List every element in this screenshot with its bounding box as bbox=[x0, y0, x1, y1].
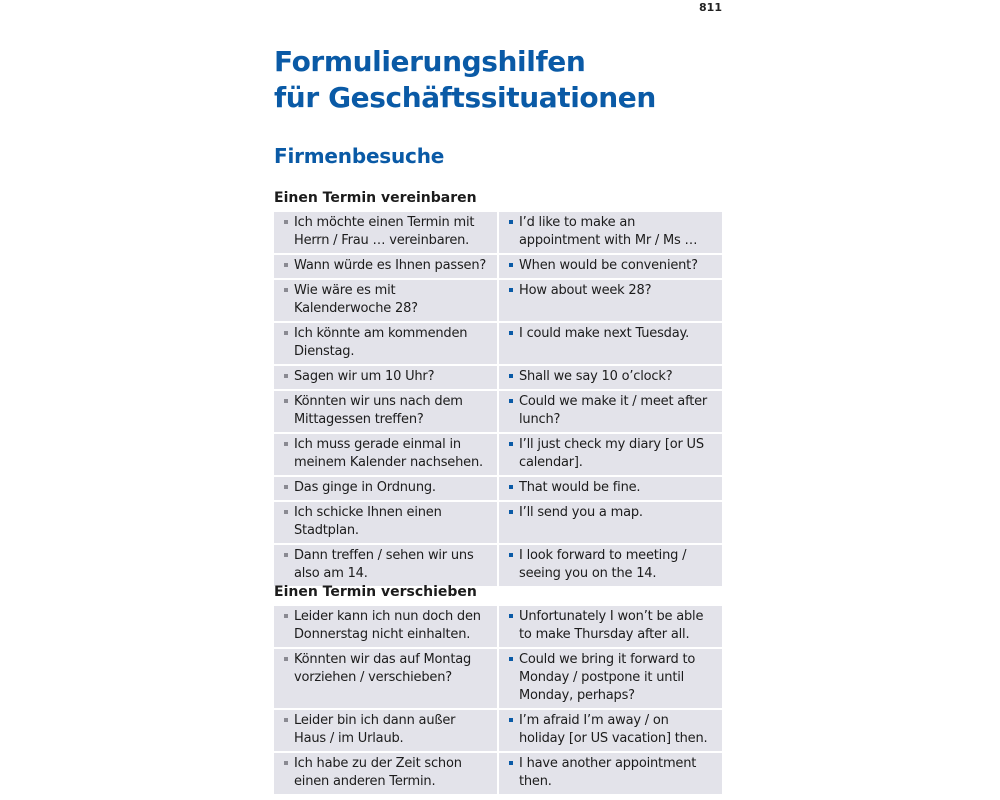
german-phrase-cell bbox=[274, 545, 497, 586]
english-phrase-cell bbox=[499, 545, 722, 586]
german-phrase-text: Wann würde es Ihnen passen? bbox=[294, 258, 487, 273]
page-title bbox=[274, 44, 656, 116]
bullet-square-icon bbox=[509, 288, 513, 292]
german-phrase-cell bbox=[274, 255, 497, 278]
phrase-row bbox=[274, 366, 722, 389]
phrase-row bbox=[274, 710, 722, 751]
bullet-square-icon bbox=[284, 288, 288, 292]
german-phrase-cell bbox=[274, 434, 497, 475]
english-phrase-cell bbox=[499, 391, 722, 432]
bullet-square-icon bbox=[284, 510, 288, 514]
bullet-square-icon bbox=[284, 220, 288, 224]
german-phrase-cell bbox=[274, 502, 497, 543]
bullet-square-icon bbox=[284, 399, 288, 403]
english-phrase-text: I could make next Tuesday. bbox=[519, 326, 690, 341]
phrase-row bbox=[274, 606, 722, 647]
phrase-table-vereinbaren bbox=[274, 212, 722, 586]
english-phrase-text: I’ll just check my diary [or US calendar]. bbox=[519, 437, 704, 470]
phrase-row bbox=[274, 280, 722, 321]
subsection-heading-verschieben: Einen Termin verschieben bbox=[274, 584, 477, 600]
bullet-square-icon bbox=[509, 263, 513, 267]
page-number: 811 bbox=[699, 1, 722, 14]
german-phrase-text: Könnten wir uns nach dem Mittagessen treffen? bbox=[294, 394, 463, 427]
bullet-square-icon bbox=[509, 485, 513, 489]
phrase-table-verschieben bbox=[274, 606, 722, 794]
english-phrase-cell bbox=[499, 710, 722, 751]
german-phrase-text: Könnten wir das auf Montag vorziehen / verschieben? bbox=[294, 652, 472, 685]
german-phrase-cell bbox=[274, 477, 497, 500]
german-phrase-text: Ich muss gerade einmal in meinem Kalender nachsehen. bbox=[294, 437, 483, 470]
bullet-square-icon bbox=[509, 442, 513, 446]
english-phrase-cell bbox=[499, 477, 722, 500]
phrase-row bbox=[274, 477, 722, 500]
bullet-square-icon bbox=[509, 331, 513, 335]
german-phrase-cell bbox=[274, 649, 497, 708]
german-phrase-text: Sagen wir um 10 Uhr? bbox=[294, 369, 435, 384]
german-phrase-text: Wie wäre es mit Kalenderwoche 28? bbox=[294, 283, 418, 316]
phrase-row bbox=[274, 255, 722, 278]
phrase-row bbox=[274, 649, 722, 708]
bullet-square-icon bbox=[284, 614, 288, 618]
german-phrase-text: Ich habe zu der Zeit schon einen anderen Termin. bbox=[294, 756, 462, 789]
bullet-square-icon bbox=[509, 510, 513, 514]
english-phrase-text: When would be convenient? bbox=[519, 258, 698, 273]
phrase-row bbox=[274, 502, 722, 543]
english-phrase-cell bbox=[499, 366, 722, 389]
english-phrase-cell bbox=[499, 649, 722, 708]
english-phrase-cell bbox=[499, 502, 722, 543]
english-phrase-text: Unfortunately I won’t be able to make Thursday after all. bbox=[519, 609, 704, 642]
bullet-square-icon bbox=[284, 331, 288, 335]
bullet-square-icon bbox=[284, 657, 288, 661]
german-phrase-cell bbox=[274, 606, 497, 647]
german-phrase-text: Das ginge in Ordnung. bbox=[294, 480, 436, 495]
english-phrase-text: Shall we say 10 o’clock? bbox=[519, 369, 673, 384]
phrase-row bbox=[274, 545, 722, 586]
english-phrase-cell bbox=[499, 255, 722, 278]
english-phrase-cell bbox=[499, 212, 722, 253]
german-phrase-text: Ich könnte am kommenden Dienstag. bbox=[294, 326, 468, 359]
bullet-square-icon bbox=[284, 553, 288, 557]
page-title-line-1: Formulierungshilfen bbox=[274, 45, 586, 78]
german-phrase-text: Dann treffen / sehen wir uns also am 14. bbox=[294, 548, 474, 581]
bullet-square-icon bbox=[509, 374, 513, 378]
english-phrase-text: How about week 28? bbox=[519, 283, 652, 298]
english-phrase-text: Could we make it / meet after lunch? bbox=[519, 394, 708, 427]
bullet-square-icon bbox=[284, 761, 288, 765]
page-title-line-2: für Geschäftssituationen bbox=[274, 81, 656, 114]
bullet-square-icon bbox=[284, 374, 288, 378]
german-phrase-text: Ich möchte einen Termin mit Herrn / Frau … vereinbaren. bbox=[294, 215, 475, 248]
english-phrase-text: I’d like to make an appointment with Mr / Ms … bbox=[519, 215, 698, 248]
phrase-row bbox=[274, 434, 722, 475]
german-phrase-cell bbox=[274, 323, 497, 364]
german-phrase-text: Leider kann ich nun doch den Donnerstag nicht einhalten. bbox=[294, 609, 481, 642]
section-title: Firmenbesuche bbox=[274, 144, 445, 168]
english-phrase-cell bbox=[499, 323, 722, 364]
phrase-row bbox=[274, 323, 722, 364]
german-phrase-cell bbox=[274, 280, 497, 321]
english-phrase-text: I look forward to meeting / seeing you on the 14. bbox=[519, 548, 687, 581]
english-phrase-text: That would be fine. bbox=[519, 480, 641, 495]
bullet-square-icon bbox=[284, 485, 288, 489]
german-phrase-text: Leider bin ich dann außer Haus / im Urlaub. bbox=[294, 713, 456, 746]
german-phrase-text: Ich schicke Ihnen einen Stadtplan. bbox=[294, 505, 442, 538]
english-phrase-text: Could we bring it forward to Monday / postpone it until Monday, perhaps? bbox=[519, 652, 696, 703]
english-phrase-text: I’ll send you a map. bbox=[519, 505, 643, 520]
english-phrase-cell bbox=[499, 606, 722, 647]
english-phrase-cell bbox=[499, 434, 722, 475]
english-phrase-cell bbox=[499, 753, 722, 794]
german-phrase-cell bbox=[274, 366, 497, 389]
bullet-square-icon bbox=[509, 553, 513, 557]
bullet-square-icon bbox=[284, 442, 288, 446]
bullet-square-icon bbox=[284, 718, 288, 722]
german-phrase-cell bbox=[274, 753, 497, 794]
subsection-heading-vereinbaren: Einen Termin vereinbaren bbox=[274, 190, 477, 206]
phrase-row bbox=[274, 212, 722, 253]
english-phrase-text: I’m afraid I’m away / on holiday [or US vacation] then. bbox=[519, 713, 708, 746]
german-phrase-cell bbox=[274, 391, 497, 432]
bullet-square-icon bbox=[284, 263, 288, 267]
bullet-square-icon bbox=[509, 761, 513, 765]
german-phrase-cell bbox=[274, 710, 497, 751]
bullet-square-icon bbox=[509, 657, 513, 661]
english-phrase-cell bbox=[499, 280, 722, 321]
phrase-row bbox=[274, 753, 722, 794]
english-phrase-text: I have another appointment then. bbox=[519, 756, 697, 789]
bullet-square-icon bbox=[509, 220, 513, 224]
bullet-square-icon bbox=[509, 614, 513, 618]
bullet-square-icon bbox=[509, 718, 513, 722]
bullet-square-icon bbox=[509, 399, 513, 403]
german-phrase-cell bbox=[274, 212, 497, 253]
phrase-row bbox=[274, 391, 722, 432]
